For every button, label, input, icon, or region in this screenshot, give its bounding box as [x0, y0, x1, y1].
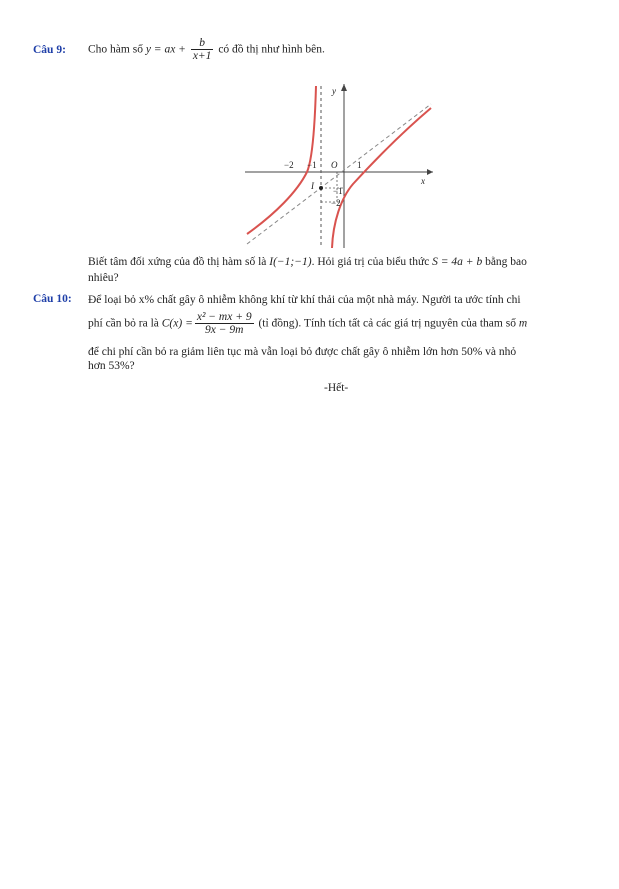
question-9-body-line1	[88, 255, 527, 269]
y-axis-arrow	[341, 84, 347, 91]
tick-label-y-neg2: −2	[331, 198, 341, 208]
tick-label-neg1: −1	[307, 160, 317, 170]
question-10-line3: để chi phí cần bỏ ra giảm liên tục mà vẫn loại bỏ được chất gây ô nhiễm lớn hơn 50% và nhỏ	[88, 346, 517, 358]
question-10-line4: hơn 53%?	[88, 360, 135, 372]
question-9-label: Câu 9:	[33, 44, 66, 56]
q9-body-pre: Biết tâm đối xứng của đồ thị hàm số là	[88, 256, 267, 268]
q10-line2-pre: phí cần bỏ ra là	[88, 317, 159, 330]
origin-label: O	[331, 160, 338, 170]
q9-frac-num: b	[191, 37, 214, 50]
q10-line2-post: (tỉ đồng). Tính tích tất cả các giá trị nguyên của tham số	[258, 317, 516, 330]
q9-body-post: bằng bao	[485, 256, 527, 268]
x-axis-arrow	[427, 169, 433, 175]
q10-fraction	[195, 311, 254, 337]
q10-param: m	[518, 317, 528, 330]
question-9-intro	[88, 37, 325, 63]
end-marker: -Hết-	[324, 382, 349, 394]
point-I-label: I	[311, 181, 314, 191]
question-10-line2	[88, 311, 527, 337]
center-point-I	[319, 186, 323, 190]
q9-expression: S = 4a + b	[432, 256, 483, 268]
x-axis-label: x	[421, 176, 425, 186]
q9-body-mid: . Hỏi giá trị của biểu thức	[311, 256, 430, 268]
q10-cost-lhs: C(x) =	[161, 317, 193, 330]
question-10-line1: Để loại bỏ x% chất gây ô nhiễm không khí từ khí thải của một nhà máy. Người ta ước tính chi	[88, 294, 521, 306]
curve-right-branch	[332, 108, 431, 248]
question-10-label: Câu 10:	[33, 293, 72, 305]
tick-label-neg2: −2	[284, 160, 294, 170]
tick-label-y-neg1: −1	[333, 186, 343, 196]
q10-frac-num: x² − mx + 9	[196, 311, 252, 323]
q9-function-lhs: y = ax +	[145, 43, 189, 56]
q9-fraction	[191, 37, 214, 63]
oblique-asymptote	[247, 104, 431, 244]
q9-point: I(−1;−1)	[269, 256, 312, 268]
y-axis-label: y	[332, 86, 336, 96]
tick-label-1: 1	[357, 160, 362, 170]
curve-left-branch	[247, 86, 316, 234]
q9-intro-post: có đồ thị như hình bên.	[218, 43, 325, 56]
q9-intro-pre: Cho hàm số	[88, 43, 143, 56]
question-9-body-line2: nhiêu?	[88, 272, 119, 284]
q9-frac-den: x+1	[192, 50, 212, 62]
function-graph	[245, 82, 435, 248]
q10-frac-den: 9x − 9m	[205, 324, 244, 336]
